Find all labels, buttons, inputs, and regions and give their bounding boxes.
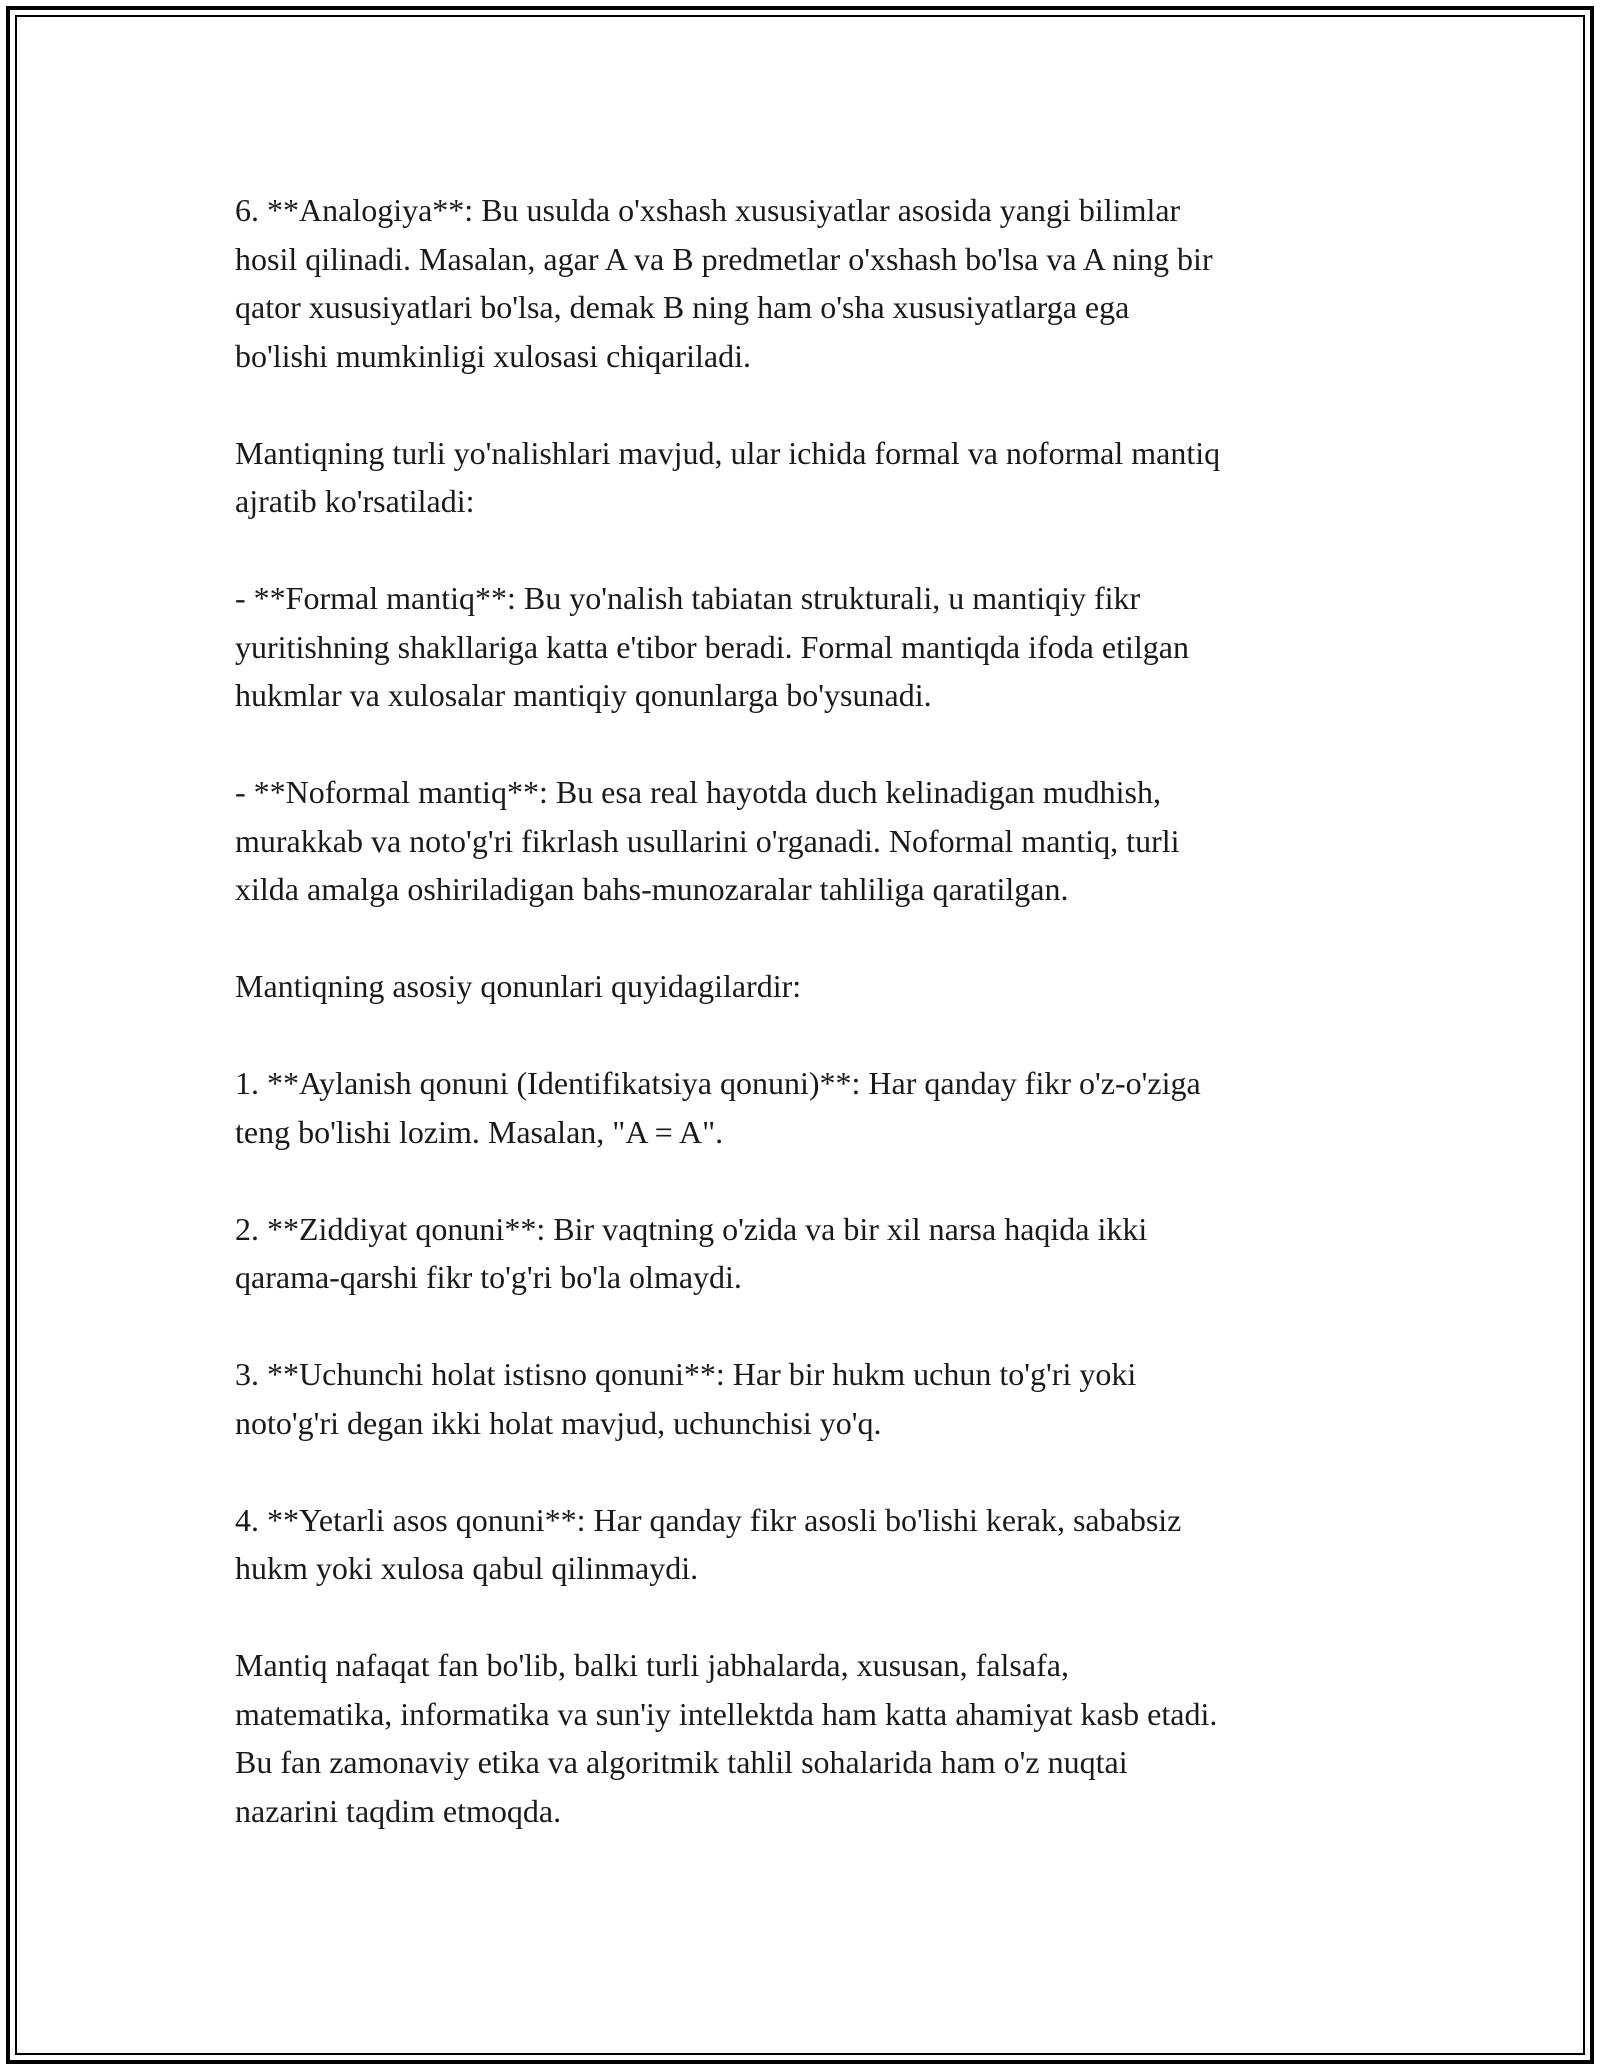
paragraph-mantiq-yonalishlari: Mantiqning turli yo'nalishlari mavjud, ular ichida formal va noformal mantiq ajratib ko'rsatiladi: — [235, 434, 1221, 519]
paragraph-uchunchi-holat-qonuni: 3. **Uchunchi holat istisno qonuni**: Har bir hukm uchun to'g'ri yoki noto'g'ri degan ikki holat mavjud, uchunchisi yo'q. — [235, 1356, 1137, 1441]
paragraph-yetarli-asos-qonuni: 4. **Yetarli asos qonuni**: Har qanday fikr asosli bo'lishi kerak, sababsiz hukm yoki xulosa qabul qilinmaydi. — [235, 1501, 1182, 1586]
paragraph-aylanish-qonuni: 1. **Aylanish qonuni (Identifikatsiya qonuni)**: Har qanday fikr o'z-o'ziga teng bo'lishi lozim. Masalan, "A = A". — [235, 1065, 1201, 1150]
paragraph-analogiya: 6. **Analogiya**: Bu usulda o'xshash xususiyatlar asosida yangi bilimlar hosil qilinadi. Masalan, agar A va B predmetlar o'xshash bo'lsa va A ning bir qator xususiyatlari bo'lsa, demak B ning ham o'sha xususiyatlarga ega bo'lishi mumkinligi xulosasi chiqariladi. — [235, 192, 1213, 374]
document-body — [235, 186, 1385, 1835]
paragraph-formal-mantiq: - **Formal mantiq**: Bu yo'nalish tabiatan strukturali, u mantiqiy fikr yuritishning shakllariga katta e'tibor beradi. Formal mantiqda ifoda etilgan hukmlar va xulosalar mantiqiy qonunlarga bo'ysunadi. — [235, 580, 1189, 713]
paragraph-ziddiyat-qonuni: 2. **Ziddiyat qonuni**: Bir vaqtning o'zida va bir xil narsa haqida ikki qarama-qarshi fikr to'g'ri bo'la olmaydi. — [235, 1210, 1148, 1295]
paragraph-xulosa: Mantiq nafaqat fan bo'lib, balki turli jabhalarda, xususan, falsafa, matematika, informatika va sun'iy intellektda ham katta ahamiyat kasb etadi. Bu fan zamonaviy etika va algoritmik tahlil sohalarida ham o'z nuqtai nazarini taqdim etmoqda. — [235, 1647, 1218, 1829]
paragraph-noformal-mantiq: - **Noformal mantiq**: Bu esa real hayotda duch kelinadigan mudhish, murakkab va noto'g'ri fikrlash usullarini o'rganadi. Noformal mantiq, turli xilda amalga oshiriladigan bahs-munozaralar tahliliga qaratilgan. — [235, 774, 1180, 907]
paragraph-asosiy-qonunlar: Mantiqning asosiy qonunlari quyidagilardir: — [235, 968, 802, 1004]
